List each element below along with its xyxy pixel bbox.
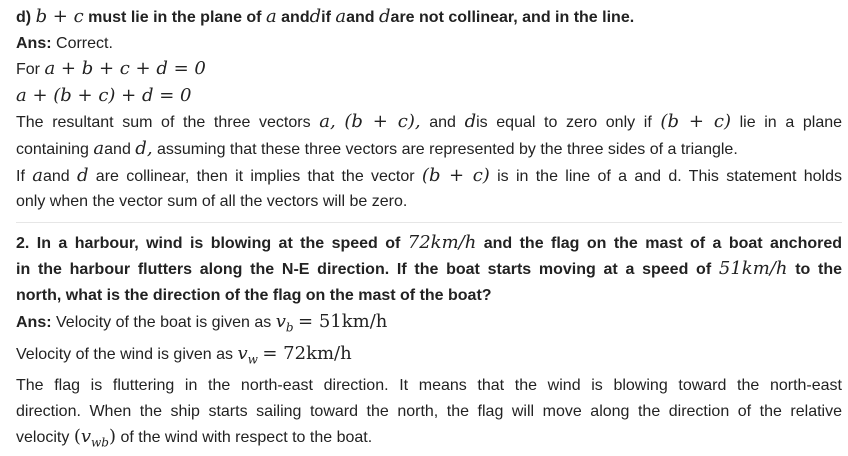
paragraph-line xyxy=(16,424,842,456)
math-v-wb xyxy=(80,426,109,450)
paragraph-text: If xyxy=(16,167,25,185)
paragraph-line xyxy=(16,109,842,136)
question-text: 2. In a harbour, wind is blowing at the speed of xyxy=(16,234,401,252)
math-value: = 51km/h xyxy=(298,310,388,332)
paragraph-text: and xyxy=(104,140,131,158)
section-divider xyxy=(16,222,842,223)
question-text: and xyxy=(281,9,310,26)
paragraph-line xyxy=(16,399,842,425)
math-d: d xyxy=(309,6,322,27)
math-b-plus-c: (b + c) xyxy=(660,111,731,133)
equation-1: a + b + c + d = 0 xyxy=(44,58,206,80)
math-subscript: b xyxy=(285,320,294,335)
question-d xyxy=(16,4,842,31)
math-a: a xyxy=(32,164,43,186)
equation-2: a + (b + c) + d = 0 xyxy=(16,84,192,106)
math-v-w xyxy=(237,342,258,367)
answer-2 xyxy=(16,309,842,341)
math-b-plus-c: b + c xyxy=(35,6,84,27)
question-text: and the flag on the mast of a boat anchored xyxy=(483,234,843,252)
question-2 xyxy=(16,283,842,309)
math-boat-speed: 51km/h xyxy=(718,258,788,280)
paragraph-text: is equal to zero only if xyxy=(476,114,652,132)
question-2 xyxy=(16,230,842,257)
paragraph-text: are collinear, then it implies that the vector xyxy=(95,167,415,185)
paragraph-line xyxy=(16,373,842,399)
document-page xyxy=(0,4,848,450)
wind-velocity-line xyxy=(16,341,842,373)
paragraph-text: assuming that these three vectors are represented by the three sides of a triangle. xyxy=(157,140,738,158)
paren-open: ( xyxy=(73,426,81,448)
math-value: = 72km/h xyxy=(262,342,352,364)
equation-line-1 xyxy=(16,56,842,83)
math-symbol: v xyxy=(275,310,286,332)
math-a: a xyxy=(93,137,105,159)
paragraph-text: and xyxy=(429,114,456,132)
paragraph-text: direction. When the ship starts sailing toward the north, the flag will move along the direction of the relative xyxy=(16,402,842,420)
paragraph-line xyxy=(16,163,842,190)
question-label: d) xyxy=(16,9,32,26)
math-b-plus-c: (b + c) xyxy=(421,164,490,186)
answer-text: Velocity of the wind is given as xyxy=(16,345,234,363)
math-b-plus-c: (b + c), xyxy=(344,111,421,133)
paragraph-line xyxy=(16,136,842,163)
math-a: a xyxy=(335,6,347,27)
math-subscript: wb xyxy=(91,435,109,450)
question-text: in the harbour flutters along the N-E direction. If the boat starts moving at a speed of xyxy=(16,261,712,279)
paragraph-text: and xyxy=(42,167,70,185)
math-v-b xyxy=(275,310,294,335)
math-subscript: w xyxy=(247,352,258,367)
answer-label: Ans: xyxy=(16,313,52,331)
math-d: d xyxy=(464,111,477,133)
paragraph-line xyxy=(16,189,842,215)
answer-label: Ans: xyxy=(16,34,52,52)
answer-d xyxy=(16,31,842,57)
paragraph-text: lie in a plane xyxy=(739,114,843,132)
math-a: a, xyxy=(319,111,336,133)
paragraph-text: The flag is fluttering in the north-east direction. It means that the wind is blowing toward the north-east xyxy=(16,376,842,394)
math-wind-speed: 72km/h xyxy=(407,231,477,253)
answer-text: Correct. xyxy=(56,34,113,52)
paragraph-text: of the wind with respect to the boat. xyxy=(120,429,373,447)
math-a: a xyxy=(265,6,277,27)
paragraph-text: velocity xyxy=(16,429,70,447)
question-text: to the xyxy=(795,261,843,279)
math-d: d xyxy=(76,164,89,186)
paren-close: ) xyxy=(108,426,116,448)
math-symbol: v xyxy=(80,426,92,448)
equation-line-2 xyxy=(16,83,842,110)
question-2 xyxy=(16,256,842,283)
math-d: d, xyxy=(135,137,153,159)
math-d: d xyxy=(379,6,391,27)
paragraph-text: The resultant sum of the three vectors xyxy=(16,114,311,132)
question-text: are not collinear, and in the line. xyxy=(390,9,635,26)
paragraph-text: is in the line of a and d. This statement holds xyxy=(497,167,843,185)
math-symbol: v xyxy=(237,342,248,364)
question-text: and xyxy=(346,9,375,26)
paragraph-text: only when the vector sum of all the vectors will be zero. xyxy=(16,193,408,211)
question-text: if xyxy=(321,9,331,26)
answer-text: Velocity of the boat is given as xyxy=(56,313,272,331)
paragraph-text: containing xyxy=(16,140,89,158)
question-text: north, what is the direction of the flag on the mast of the boat? xyxy=(16,286,492,304)
question-text: must lie in the plane of xyxy=(88,9,262,26)
for-text: For xyxy=(16,61,40,79)
